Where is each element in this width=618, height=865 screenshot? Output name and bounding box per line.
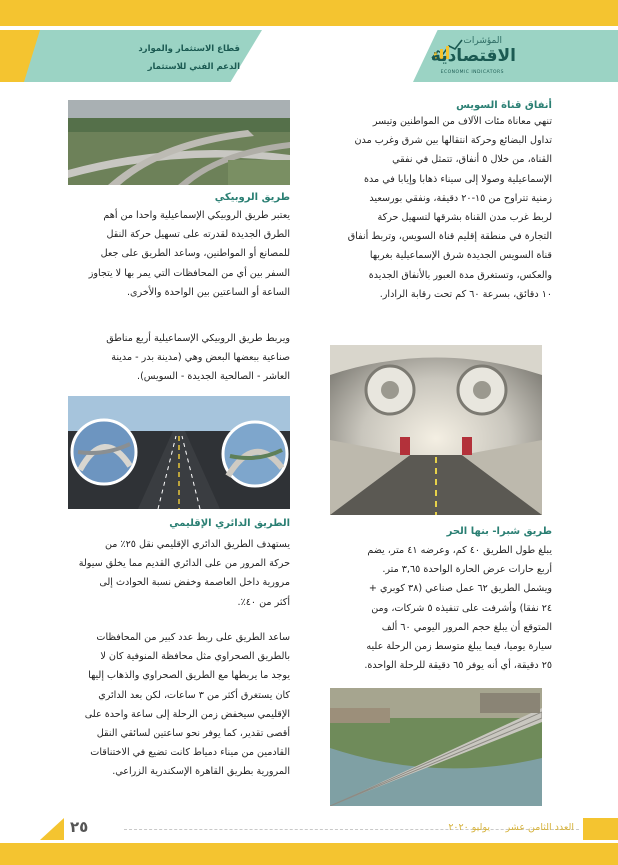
- text-line: زمنية تتراوح من ١٥-٢٠ دقيقة، ونفقي بورسعيد: [369, 192, 552, 204]
- text-line: السفر بين أي من المحافظات التي يمر بها لا يتجاوز: [88, 267, 290, 279]
- page-number: ٢٥: [70, 818, 89, 836]
- text-line: ١٠ دقائق، بسرعة ٦٠ كم تحت رقابة الرادار.: [379, 288, 552, 300]
- logo-main-text: الاقتصادية: [430, 46, 516, 66]
- text-line: حركة المرور من على الدائري القديم مما يخلق سيولة: [78, 558, 290, 570]
- footer-date: يوليو ٢٠٢٠: [448, 822, 490, 833]
- robeiki-paragraph-2: [68, 329, 290, 387]
- text-line: قناة السويس الجديدة شرق الإسماعيلية بغربها: [369, 250, 552, 262]
- text-line: يعتبر طريق الروبيكي الإسماعيلية واحدا من أهم: [103, 210, 290, 221]
- section-heading-suez-tunnels: أنفاق قناة السويس: [456, 100, 552, 111]
- text-line: ويربط طريق الروبيكي الإسماعيلية أربع مناطق: [106, 333, 290, 344]
- magazine-logo: [424, 36, 516, 80]
- text-line: العاشر - الصالحية الجديدة - السويس).: [137, 371, 290, 383]
- text-line: أقصى تقدير، كما يوفر نحو ساعتين لسائقي النقل: [96, 728, 290, 740]
- department-line-1: قطاع الاستثمار والموارد: [138, 44, 240, 54]
- text-line: لربط غرب مدن القناة بشرقها لتسهيل حركة: [377, 212, 552, 224]
- text-line: للمصانع أو المواطنين، وساعد الطريق على جعل: [100, 248, 290, 260]
- text-line: الطرق الجديدة لقدرته على تسهيل حركة النقل: [106, 229, 290, 241]
- bottom-color-bar: [0, 843, 618, 865]
- footer-accent-right: [583, 818, 618, 840]
- regional-ring-road-paragraph-2: [68, 628, 290, 782]
- section-heading-regional-ring-road: الطريق الدائري الإقليمي: [169, 518, 290, 529]
- text-line: كان يستغرق أكثر من ٣ ساعات، لكن بعد الدائري: [98, 689, 290, 701]
- text-line: ٢٥ دقيقة، أي أنه يوفر ٦٥ دقيقة للرحلة الواحدة.: [364, 660, 552, 672]
- suez-tunnels-paragraph: [342, 112, 552, 304]
- top-color-bar: [0, 0, 618, 26]
- section-heading-robeiki: طريق الروبيكي: [214, 192, 290, 203]
- text-line: ويشمل الطريق ٦٢ عمل صناعي (٣٨ كوبري +: [368, 583, 552, 595]
- bridge-aerial-photo: [330, 688, 542, 806]
- text-line: يستهدف الطريق الدائري الإقليمي نقل ٢٥٪ من: [104, 539, 290, 550]
- text-line: القادمين من ميناء دمياط كانت تضيع في الاختناقات: [90, 747, 290, 759]
- text-line: تنهي معاناة مئات الآلاف من المواطنين وتيسر: [372, 116, 552, 127]
- shubra-benha-paragraph: [342, 541, 552, 675]
- header-band-left: [0, 30, 262, 82]
- text-line: أكثر من ٤٠٪.: [237, 596, 290, 608]
- department-line-2: الدعم الفني للاستثمار: [147, 62, 240, 72]
- text-line: مرورية داخل العاصمة وخفض نسبة الحوادث إلى: [99, 577, 290, 589]
- text-line: ٢٤ نفقا) وأشرفت على تنفيذه ٥ شركات، ومن: [371, 602, 552, 614]
- text-line: المتوقع أن يبلغ حجم المرور اليومي ٦٠ ألف: [381, 621, 552, 633]
- text-line: والعكس، وتستغرق مدة العبور بالأنفاق الجديدة: [368, 269, 552, 281]
- tunnel-photo: [330, 345, 542, 515]
- text-line: بالطريق الصحراوي مثل محافظة المنوفية كان لا: [100, 651, 290, 663]
- text-line: سيارة يوميا، فيما يبلغ متوسط زمن الرحلة عليه: [366, 641, 552, 653]
- section-heading-shubra-benha: طريق شبرا- بنها الحر: [446, 526, 552, 537]
- text-line: أربع حارات عرض الحارة الواحدة ٣,٦٥ متر.: [382, 564, 552, 576]
- text-line: ساعد الطريق على ربط عدد كبير من المحافظات: [96, 632, 290, 643]
- logo-small-text: المؤشرات: [463, 36, 502, 46]
- road-collage-photo: [68, 396, 290, 509]
- text-line: يوجد ما يربطها مع الطريق الصحراوي والذهاب إليها: [88, 670, 290, 682]
- text-line: المرورية بطريق القاهرة الإسكندرية الزراعي.: [112, 766, 290, 778]
- text-line: تداول البضائع وحركة انتقالها بين شرق وغرب مدن: [354, 135, 552, 147]
- text-line: الإسماعيلية وصولا إلى سيناء ذهابا وإيابا في مدة: [364, 173, 552, 185]
- text-line: الإقليمي سيخفض زمن الرحلة إلى ساعة واحدة على: [84, 708, 290, 720]
- text-line: الساعة أو الساعتين بين الواحدة والأخرى.: [127, 286, 290, 298]
- regional-ring-road-paragraph-1: [68, 535, 290, 612]
- ring-road-aerial-photo: [68, 100, 290, 185]
- footer-issue: العدد الثامن عشر: [505, 822, 574, 833]
- footer-accent-left: [40, 818, 64, 840]
- text-line: يبلغ طول الطريق ٤٠ كم، وعرضه ٤١ متر، يضم: [367, 545, 552, 556]
- text-line: صناعية ببعضها البعض وهي (مدينة بدر - مدينة: [111, 352, 290, 364]
- text-line: التجارة في منطقة إقليم قناة السويس، وتربط أنفاق: [347, 231, 552, 243]
- text-line: القناة، من خلال ٥ أنفاق، تتمثل في نفقي: [392, 154, 552, 166]
- logo-english-text: ECONOMIC INDICATORS: [440, 70, 504, 75]
- robeiki-paragraph-1: [68, 206, 290, 302]
